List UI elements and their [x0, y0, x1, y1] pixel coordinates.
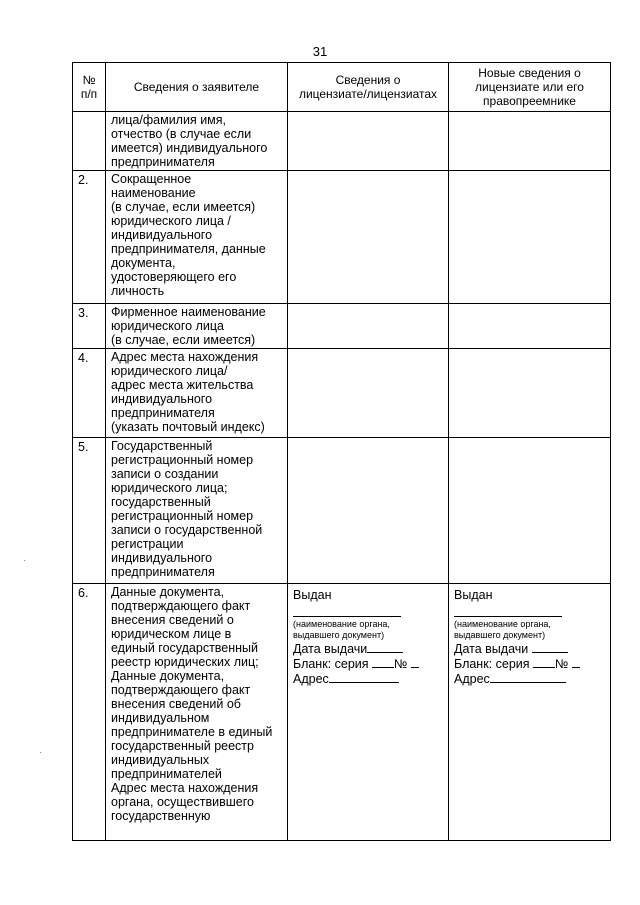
issuing-authority-field[interactable]	[293, 604, 401, 617]
row-description-cell: лица/фамилия имя, отчество (в случае если имеется) индивидуального предпринимателя	[106, 112, 288, 171]
issue-date-row	[293, 641, 444, 656]
row-number-cell: 5.	[73, 438, 106, 584]
form-series-field[interactable]	[372, 656, 394, 668]
licensee-value-cell[interactable]	[288, 304, 449, 349]
licensee-value-cell[interactable]	[288, 438, 449, 584]
issued-label: Выдан	[454, 588, 493, 602]
row-description-cell: Сокращенное наименование (в случае, если имеется) юридического лица / индивидуального предпринимателя, данные документа, удостоверяющего его личность	[106, 171, 288, 304]
table-row	[73, 112, 611, 171]
form-series-label: Бланк: серия	[293, 657, 369, 671]
table-row	[73, 171, 611, 304]
issuing-authority-hint: (наименование органа, выдавшего документ)	[293, 619, 390, 640]
issue-date-label: Дата выдачи	[454, 642, 529, 656]
address-label: Адрес	[293, 672, 329, 686]
row-description-cell: Данные документа, подтверждающего факт внесения сведений о юридическом лице в единый государственный реестр юридических лиц; Данные документа, подтверждающего факт внесения сведений об индивидуальном предпринимателе в единый государственный реестр индивидуальных предпринимателей Адрес места нахождения органа, осуществившего государственную	[106, 584, 288, 841]
header-applicant-info: Сведения о заявителе	[106, 63, 288, 112]
licensee-value-cell[interactable]	[288, 349, 449, 438]
table-row	[73, 349, 611, 438]
row-number-cell: 3.	[73, 304, 106, 349]
scan-speck	[40, 752, 41, 753]
address-field[interactable]	[490, 671, 566, 683]
licensee-value-cell[interactable]	[288, 171, 449, 304]
issued-label: Выдан	[293, 588, 332, 602]
row-number-cell: 6.	[73, 584, 106, 841]
issue-date-label: Дата выдачи	[293, 642, 368, 656]
new-value-cell[interactable]	[449, 349, 611, 438]
address-field[interactable]	[329, 671, 399, 683]
address-row	[454, 671, 606, 686]
row-description-cell: Государственный регистрационный номер записи о создании юридического лица; государственный регистрационный номер записи о государственной регистрации индивидуального предпринимателя	[106, 438, 288, 584]
new-value-cell[interactable]	[449, 304, 611, 349]
form-number-field[interactable]	[572, 656, 580, 668]
new-value-cell[interactable]	[449, 112, 611, 171]
form-series-row	[454, 656, 606, 671]
row-number-cell: 2.	[73, 171, 106, 304]
new-value-cell[interactable]	[449, 438, 611, 584]
table-row	[73, 438, 611, 584]
new-issued-cell	[449, 584, 611, 841]
number-sign-label: №	[394, 657, 408, 671]
new-value-cell[interactable]	[449, 171, 611, 304]
header-new-info: Новые сведения о лицензиате или его правопреемнике	[449, 63, 611, 112]
row-number-cell: 4.	[73, 349, 106, 438]
header-licensee-info: Сведения о лицензиате/лицензиатах	[288, 63, 449, 112]
table-row	[73, 304, 611, 349]
address-row	[293, 671, 444, 686]
form-number-field[interactable]	[411, 656, 419, 668]
row-description-cell: Адрес места нахождения юридического лица/ адрес места жительства индивидуального предпринимателя (указать почтовый индекс)	[106, 349, 288, 438]
licensee-issued-cell	[288, 584, 449, 841]
form-series-row	[293, 656, 444, 671]
issue-date-field[interactable]	[532, 641, 568, 653]
table-header-row	[73, 63, 611, 112]
address-label: Адрес	[454, 672, 490, 686]
issuing-authority-field[interactable]	[454, 604, 562, 617]
issue-date-row	[454, 641, 606, 656]
form-series-label: Бланк: серия	[454, 657, 530, 671]
header-number: № п/п	[73, 63, 106, 112]
issue-date-field[interactable]	[367, 641, 403, 653]
page-number: 31	[312, 44, 328, 59]
row-number-cell	[73, 112, 106, 171]
licensee-value-cell[interactable]	[288, 112, 449, 171]
licensee-info-table	[72, 62, 611, 841]
scan-speck	[24, 560, 25, 561]
number-sign-label: №	[555, 657, 569, 671]
form-series-field[interactable]	[533, 656, 555, 668]
table-row	[73, 584, 611, 841]
row-description-cell: Фирменное наименование юридического лица (в случае, если имеется)	[106, 304, 288, 349]
issuing-authority-hint: (наименование органа, выдавшего документ)	[454, 619, 551, 640]
